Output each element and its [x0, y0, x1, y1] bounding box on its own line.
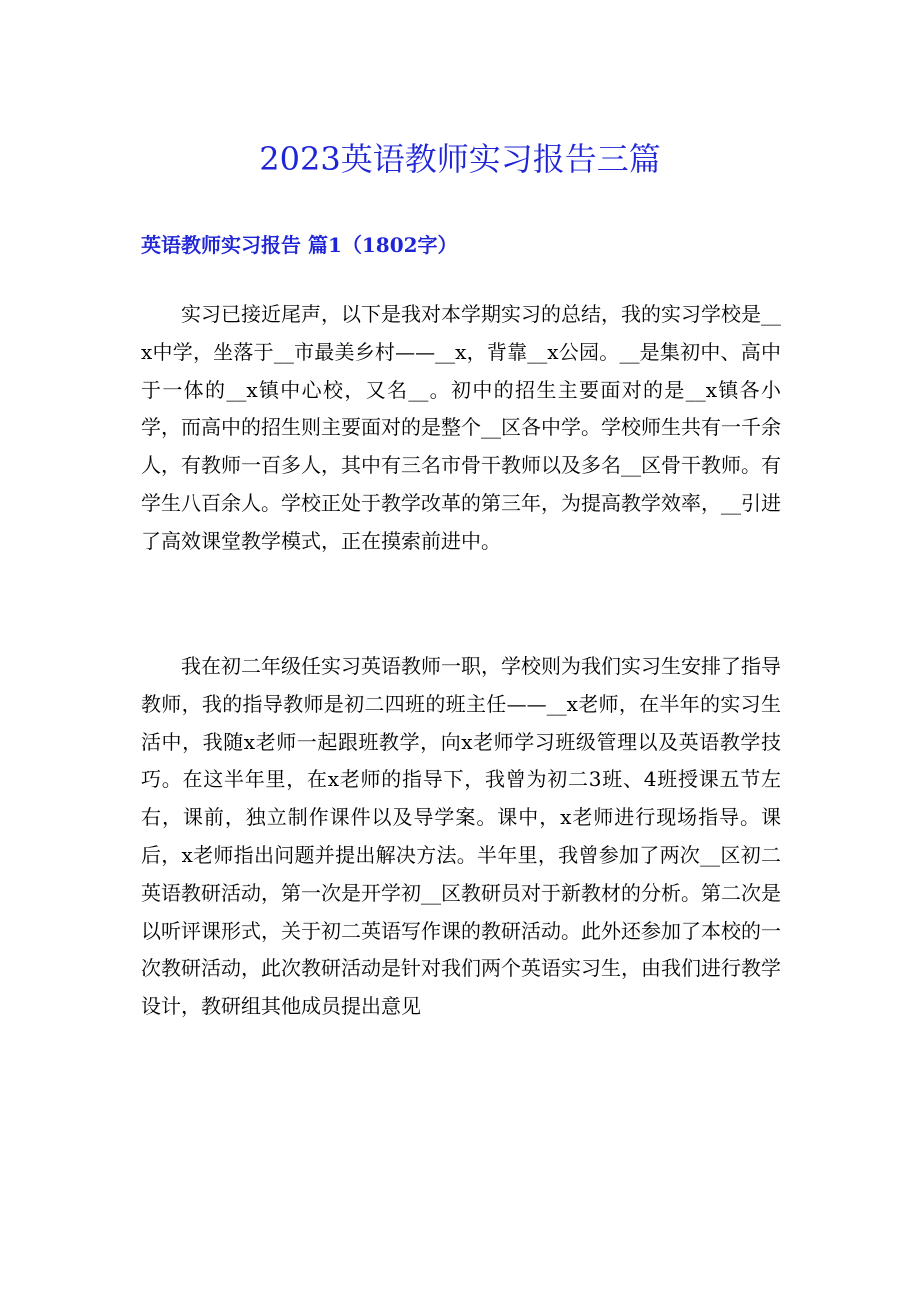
document-title: 2023英语教师实习报告三篇	[259, 140, 661, 178]
section-heading: 英语教师实习报告 篇1（1802字）	[141, 233, 458, 257]
body-paragraph-2: 我在初二年级任实习英语教师一职，学校则为我们实习生安排了指导教师，我的指导教师是初二四班的班主任——__x老师，在半年的实习生活中，我随x老师一起跟班教学，向x老师学习班级管理以及英语教学技巧。在这半年里，在x老师的指导下，我曾为初二3班、4班授课五节左右，课前，独立制作课件以及导学案。课中，x老师进行现场指导。课后，x老师指出问题并提出解决方法。半年里，我曾参加了两次__区初二英语教研活动，第一次是开学初__区教研员对于新教材的分析。第二次是以听评课形式，关于初二英语写作课的教研活动。此外还参加了本校的一次教研活动，此次教研活动是针对我们两个英语实习生，由我们进行教学设计，教研组其他成员提出意见	[141, 654, 781, 1019]
body-paragraph-1: 实习已接近尾声，以下是我对本学期实习的总结，我的实习学校是__x中学，坐落于__市最美乡村——__x，背靠__x公园。__是集初中、高中于一体的__x镇中心校，又名__。初中的招生主要面对的是__x镇各小学，而高中的招生则主要面对的是整个__区各中学。学校师生共有一千余人，有教师一百多人，其中有三名市骨干教师以及多名__区骨干教师。有学生八百余人。学校正处于教学改革的第三年，为提高教学效率，__引进了高效课堂教学模式，正在摸索前进中。	[141, 302, 781, 553]
